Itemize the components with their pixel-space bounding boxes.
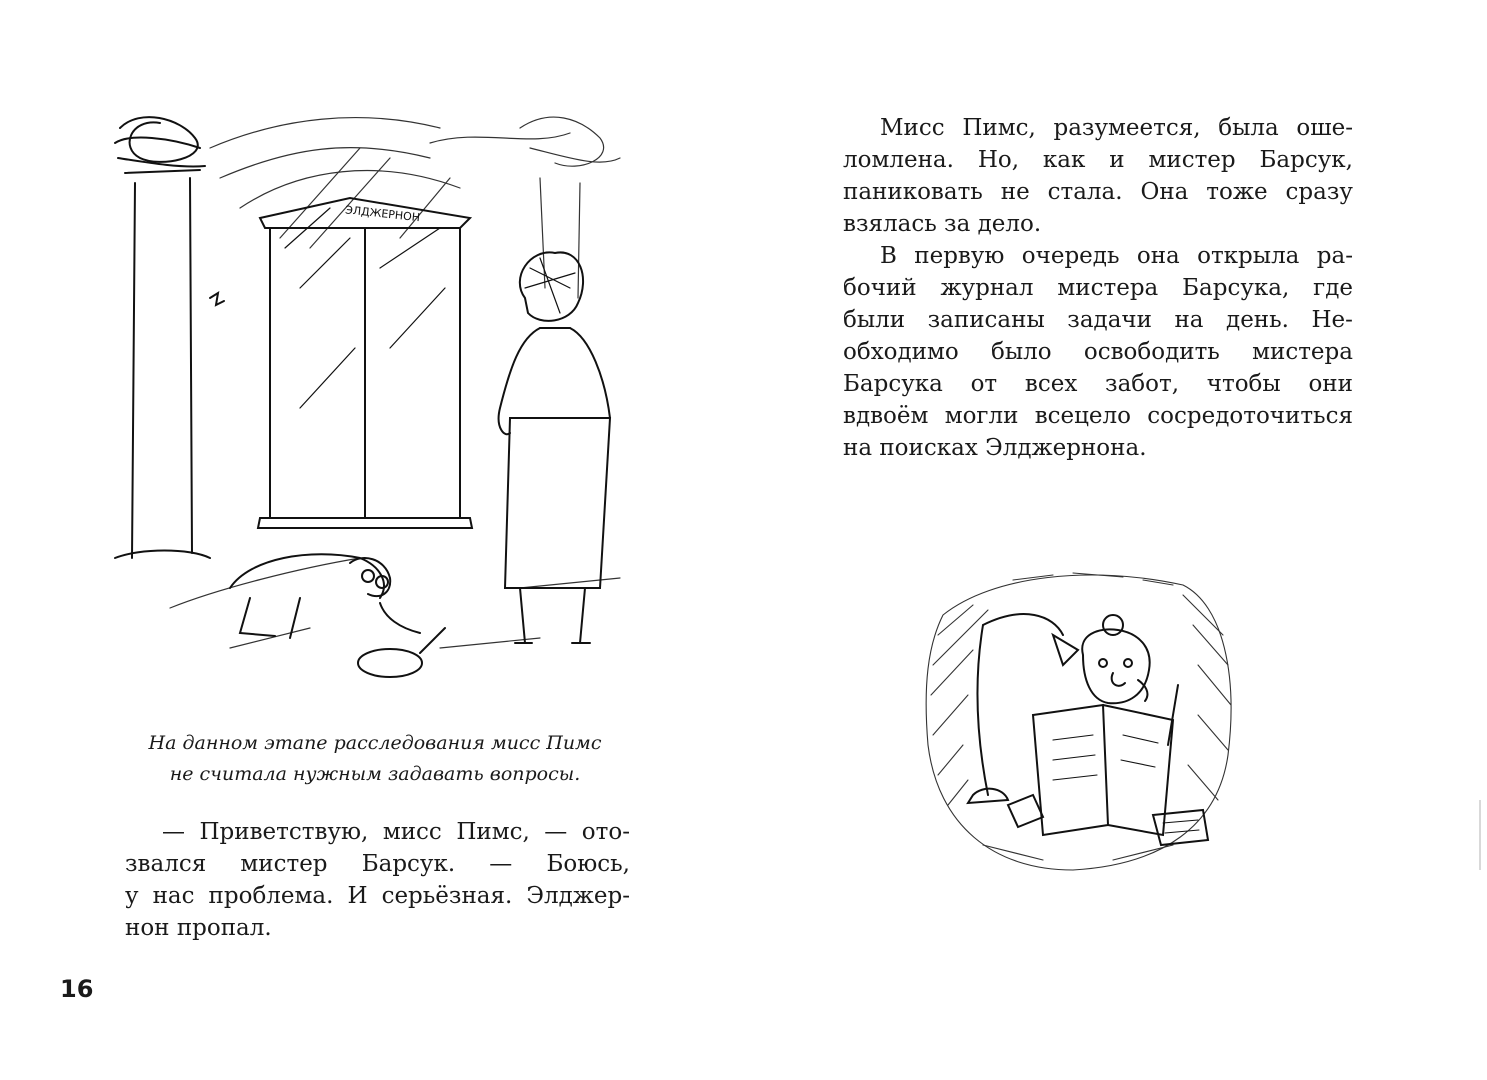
paragraph-1: [843, 112, 1353, 240]
text-line: Барсука от всех забот, чтобы они: [843, 371, 1353, 397]
vignette-hatching: [926, 573, 1231, 870]
illustration-caption: [115, 728, 635, 790]
background-hatching: [170, 117, 620, 648]
text-line: — Приветствую, мисс Пимс, — ото-: [162, 819, 630, 845]
illustration-reading-journal: [913, 555, 1243, 885]
wardrobe-sign: ЭЛДЖЕРНОН: [344, 203, 421, 225]
paragraph-2: [843, 240, 1353, 464]
text-line: были записаны задачи на день. Не-: [843, 307, 1353, 333]
text-line: паниковать не стала. Она тоже сразу: [843, 179, 1353, 205]
text-line: звался мистер Барсук. — Боюсь,: [125, 851, 630, 877]
text-line: ломлена. Но, как и мистер Барсук,: [843, 147, 1353, 173]
right-page: [743, 0, 1487, 1080]
text-line: В первую очередь она открыла ра-: [880, 243, 1353, 269]
open-journal-drawing: [1033, 685, 1178, 835]
reading-woman-figure: [1082, 615, 1149, 703]
text-line: у нас проблема. И серьёзная. Элджер-: [125, 883, 630, 909]
desk-lamp-drawing: [968, 614, 1078, 803]
text-line: бочий журнал мистера Барсука, где: [843, 275, 1353, 301]
text-line: обходимо было освободить мистера: [843, 339, 1353, 365]
wardrobe-drawing: [258, 198, 472, 528]
column-drawing: [115, 117, 224, 558]
right-text-block: [843, 112, 1353, 464]
mister-badger-figure: [230, 554, 445, 677]
text-line: взялась за дело.: [843, 211, 1042, 237]
left-page: [0, 0, 743, 1080]
text-line: вдвоём могли всецело сосредоточиться: [843, 403, 1353, 429]
caption-line: На данном этапе расследования мисс Пимс: [148, 732, 602, 754]
caption-line: не считала нужным задавать вопросы.: [169, 763, 581, 785]
text-line: нон пропал.: [125, 915, 272, 941]
illustration-wardrobe-scene: [100, 88, 640, 688]
page-number: 16: [60, 975, 94, 1003]
text-line: на поисках Элджернона.: [843, 435, 1147, 461]
text-line: Мисс Пимс, разумеется, была оше-: [880, 115, 1353, 141]
left-paragraph: [125, 816, 630, 944]
page-edge-mark: [1479, 800, 1481, 870]
